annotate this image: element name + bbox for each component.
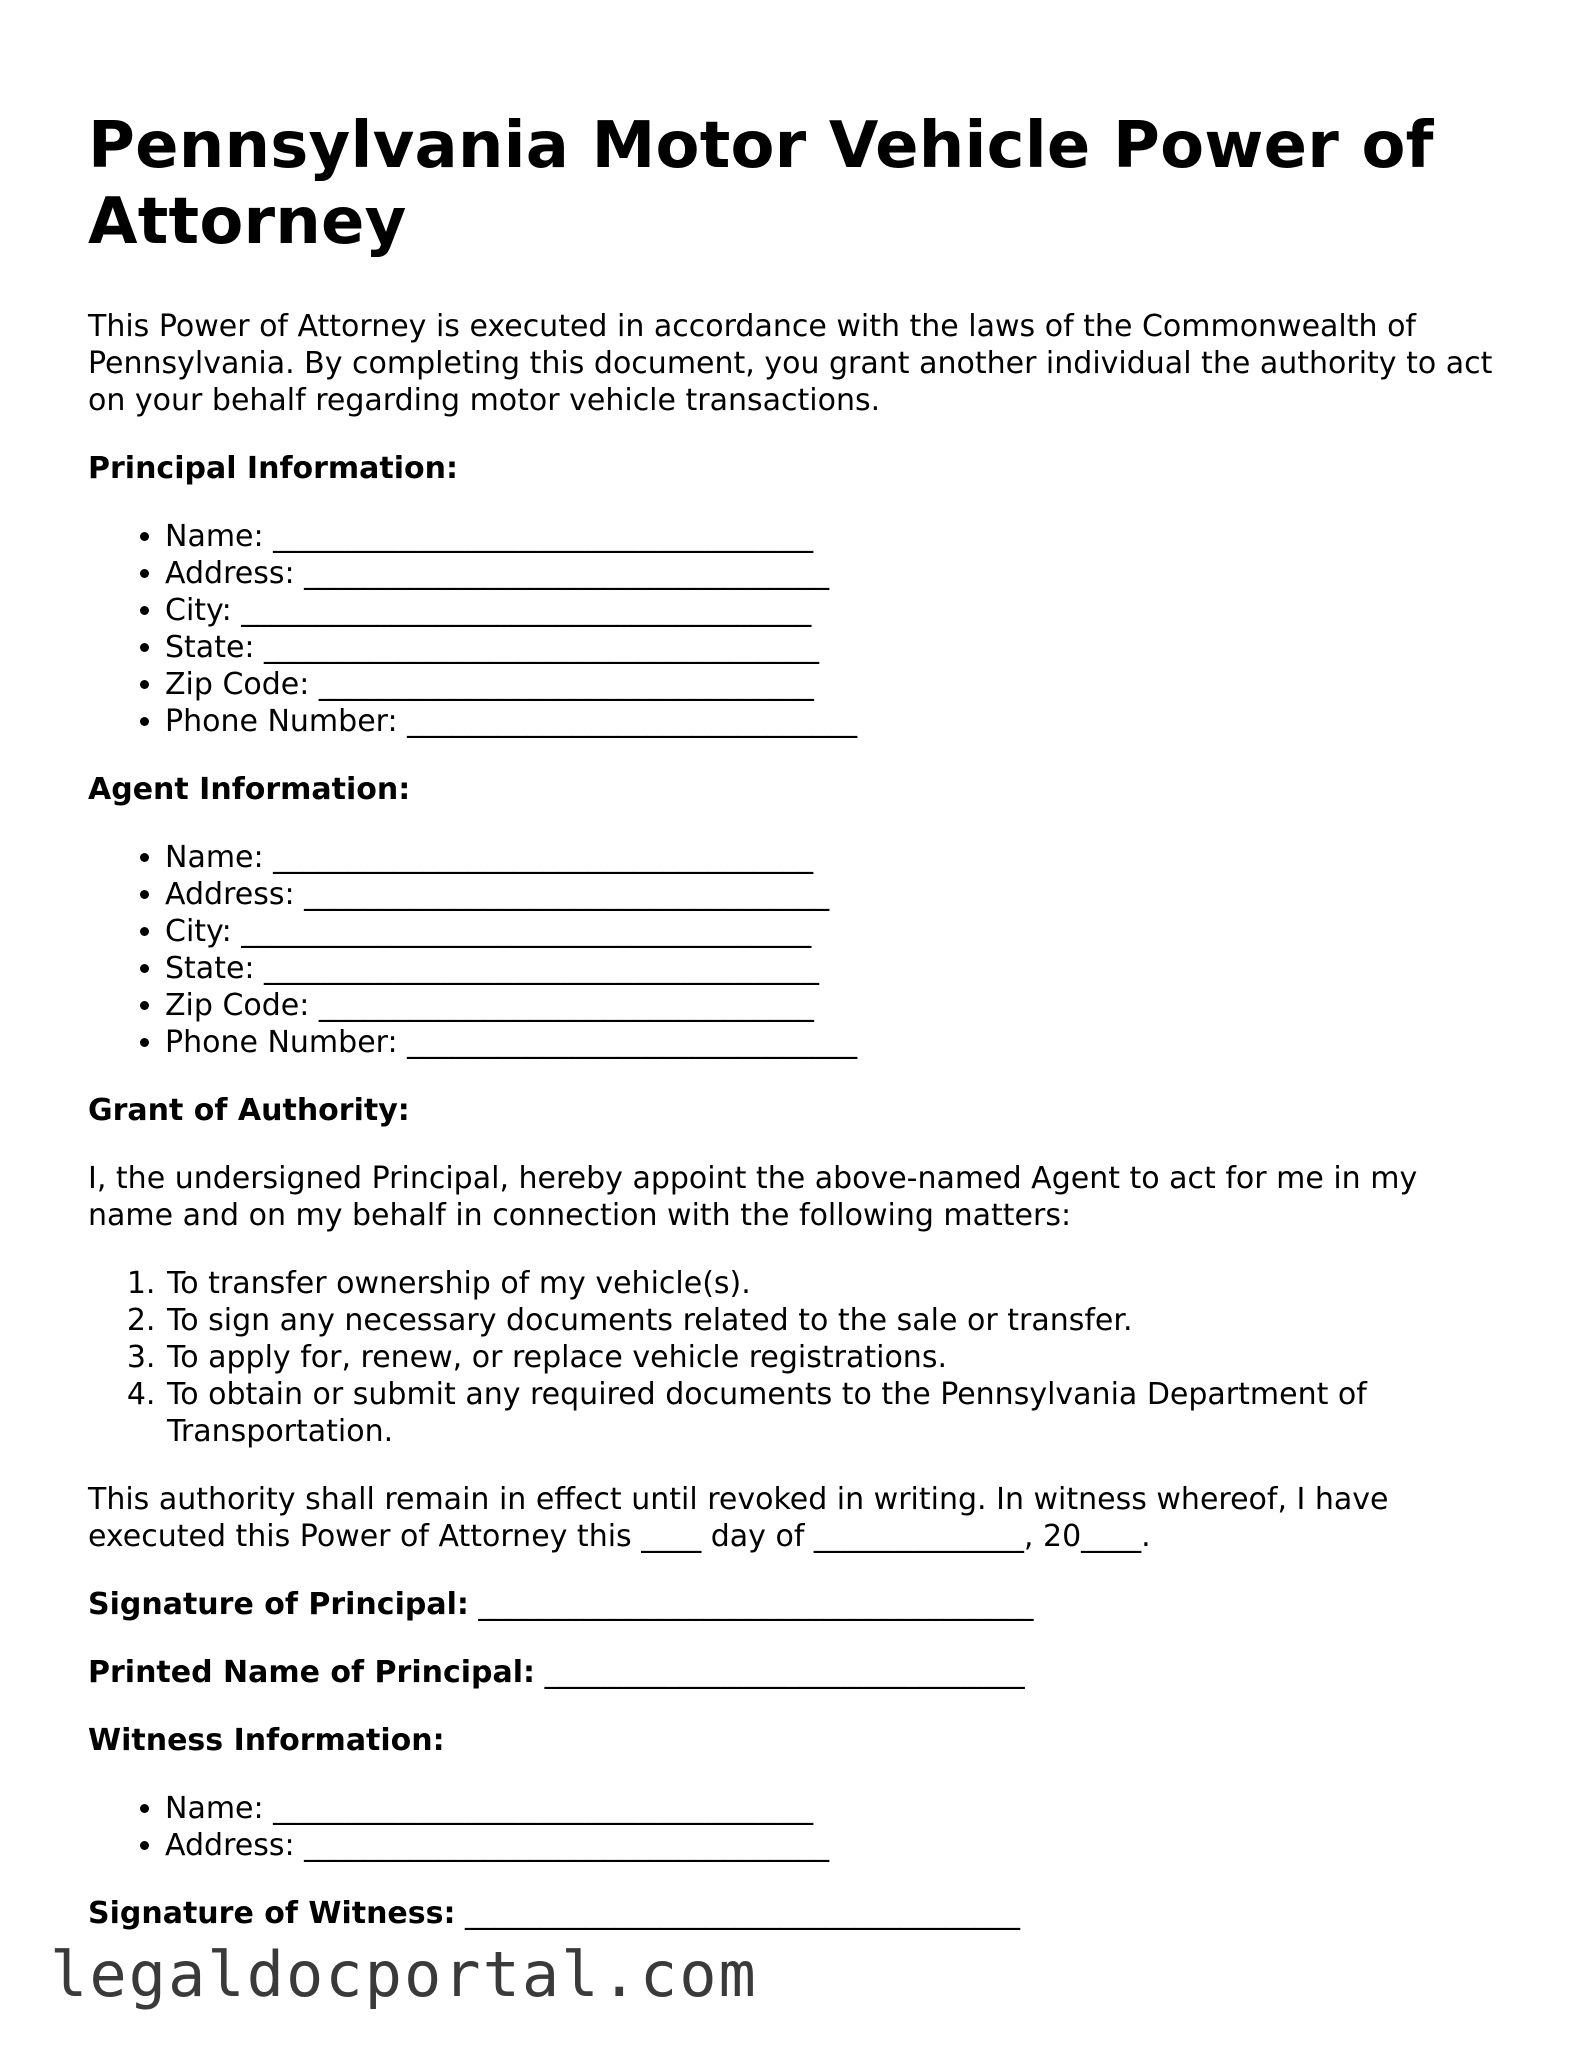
witness-signature-blank: _____________________________________ (455, 1896, 1021, 1931)
witness-signature-line (88, 1895, 1508, 1932)
grant-item: 3. To apply for, renew, or replace vehicle registrations. (165, 1339, 1508, 1376)
agent-state-field: • State: _____________________________________ (165, 950, 1508, 987)
principal-state-field: • State: _____________________________________ (165, 629, 1508, 666)
grant-item: 2. To sign any necessary documents related to the sale or transfer. (165, 1302, 1508, 1339)
grant-item: 1. To transfer ownership of my vehicle(s). (165, 1265, 1508, 1302)
agent-fields-list (88, 839, 1508, 1061)
principal-address-field: • Address: ___________________________________ (165, 555, 1508, 592)
principal-printed-name-label: Printed Name of Principal: (88, 1655, 536, 1690)
principal-printed-name-blank: ________________________________ (535, 1655, 1025, 1690)
grant-heading: Grant of Authority: (88, 1093, 410, 1128)
witness-address-field: • Address: ___________________________________ (165, 1827, 1508, 1864)
page-title: Pennsylvania Motor Vehicle Power of Attorney (88, 109, 1434, 259)
witness-heading: Witness Information: (88, 1723, 445, 1758)
grant-items-list (88, 1265, 1508, 1450)
agent-address-field: • Address: ___________________________________ (165, 876, 1508, 913)
document-page (88, 108, 1508, 1963)
grant-item: 4. To obtain or submit any required documents to the Pennsylvania Department of Transportation. (165, 1376, 1508, 1450)
principal-fields-list (88, 518, 1508, 740)
agent-phone-field: • Phone Number: ______________________________ (165, 1024, 1508, 1061)
principal-signature-line (88, 1586, 1508, 1623)
agent-heading: Agent Information: (88, 772, 411, 807)
principal-signature-label: Signature of Principal: (88, 1587, 469, 1622)
principal-phone-field: • Phone Number: ______________________________ (165, 703, 1508, 740)
grant-paragraph: I, the undersigned Principal, hereby appoint the above-named Agent to act for me in my name and on my behalf in connection with the following matters: (88, 1161, 1418, 1233)
agent-zip-field: • Zip Code: _________________________________ (165, 987, 1508, 1024)
witness-name-field: • Name: ____________________________________ (165, 1790, 1508, 1827)
principal-heading: Principal Information: (88, 451, 459, 486)
agent-name-field: • Name: ____________________________________ (165, 839, 1508, 876)
witness-fields-list (88, 1790, 1508, 1864)
principal-city-field: • City: ______________________________________ (165, 592, 1508, 629)
principal-name-field: • Name: ____________________________________ (165, 518, 1508, 555)
principal-signature-blank: _____________________________________ (468, 1587, 1034, 1622)
intro-paragraph: This Power of Attorney is executed in accordance with the laws of the Commonwealth of Pennsylvania. By completing this document, you grant another individual the authority to act on your behalf regarding motor vehicle transactions. (88, 309, 1493, 418)
site-watermark: legaldocportal.com (50, 1938, 758, 2011)
witness-signature-label: Signature of Witness: (88, 1896, 456, 1931)
principal-zip-field: • Zip Code: _________________________________ (165, 666, 1508, 703)
agent-city-field: • City: ______________________________________ (165, 913, 1508, 950)
principal-printed-name-line (88, 1654, 1508, 1691)
closing-paragraph: This authority shall remain in effect until revoked in writing. In witness whereof, I have executed this Power of Attorney this ____ day of ______________, 20____. (88, 1482, 1389, 1554)
